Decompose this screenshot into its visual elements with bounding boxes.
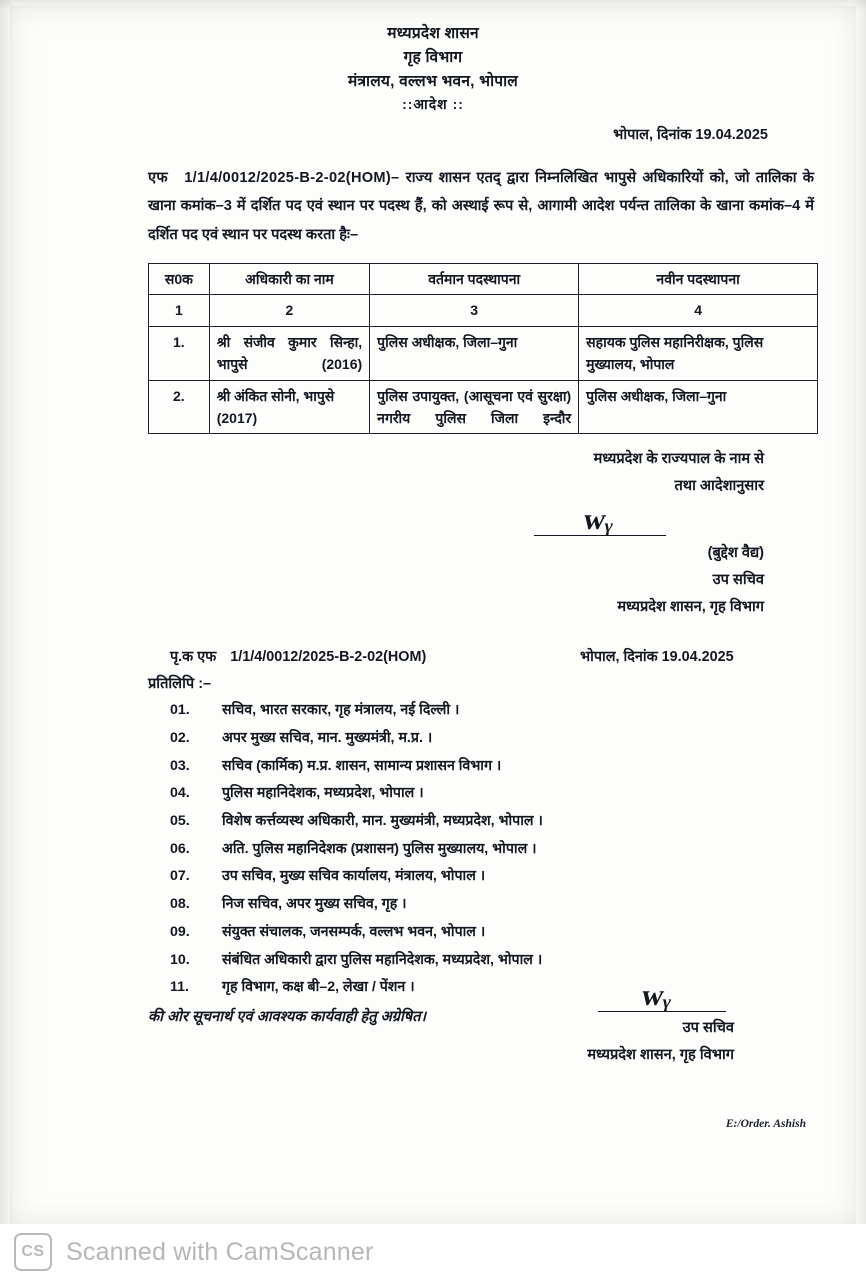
list-item [170, 919, 866, 947]
endorsement-prefix: पृ.क एफ [170, 649, 217, 666]
endorsement-header [0, 647, 866, 671]
table-column-number-row [149, 295, 818, 326]
list-item-number: 05. [170, 813, 190, 830]
signatory-department: मध्यप्रदेश शासन, गृह विभाग [617, 599, 764, 616]
list-item-text: अपर मुख्य सचिव, मान. मुख्यमंत्री, म.प्र. । [222, 730, 433, 747]
table-header-current: वर्तमान पदस्थापना [370, 264, 579, 295]
signatory-designation: उप सचिव [712, 572, 764, 589]
list-item-number: 01. [170, 702, 190, 719]
list-item-text: संबंधित अधिकारी द्वारा पुलिस महानिदेशक, मध्यप्रदेश, भोपाल । [222, 951, 543, 968]
list-item-number: 11. [170, 979, 189, 996]
table-colnum-1: 1 [149, 295, 210, 326]
row2-officer-name: श्री अंकित सोनी, भापुसे (2017) [209, 380, 369, 434]
list-item-number: 08. [170, 896, 190, 913]
list-item-text: विशेष कर्त्तव्यस्थ अधिकारी, मान. मुख्यमंत्री, मध्यप्रदेश, भोपाल । [222, 813, 543, 830]
camscanner-watermark [0, 1224, 866, 1280]
table-colnum-2: 2 [209, 295, 369, 326]
signature-block-primary [0, 446, 822, 621]
table-row [149, 380, 818, 434]
list-item [170, 891, 866, 919]
list-item-number: 09. [170, 923, 190, 940]
list-item [170, 725, 866, 753]
copy-label: प्रतिलिपि :– [148, 676, 212, 693]
document-header [0, 22, 866, 116]
table-header-new: नवीन पदस्थापना [579, 264, 818, 295]
camscanner-watermark-text: Scanned with CamScanner [66, 1237, 374, 1266]
list-item-number: 06. [170, 840, 190, 857]
list-item [170, 947, 866, 975]
list-item-number: 02. [170, 730, 190, 747]
row1-new-posting: सहायक पुलिस महानिरीक्षक, पुलिस मुख्यालय, भोपाल [579, 326, 818, 380]
signatory-name: (बुद्देश वैद्य) [707, 545, 764, 562]
list-item-text: अति. पुलिस महानिदेशक (प्रशासन) पुलिस मुख्यालय, भोपाल । [222, 840, 537, 857]
list-item-text: गृह विभाग, कक्ष बी–2, लेखा / पेंशन । [222, 979, 415, 996]
list-item [170, 753, 866, 781]
signature-authority-line2: तथा आदेशानुसार [674, 478, 764, 495]
order-ref-label: एफ [148, 169, 168, 186]
table-header-name: अधिकारी का नाम [209, 264, 369, 295]
table-row [149, 326, 818, 380]
header-department: गृह विभाग [403, 49, 463, 67]
list-item-number: 04. [170, 785, 190, 802]
row1-sn: 1. [149, 326, 210, 380]
endorsement-place-date: भोपाल, दिनांक 19.04.2025 [580, 649, 734, 666]
file-path-note: E:/Order. Ashish [725, 1118, 806, 1130]
order-paragraph [148, 164, 814, 249]
list-item-text: उप सचिव, मुख्य सचिव कार्यालय, मंत्रालय, भोपाल । [222, 868, 486, 885]
list-item-text: पुलिस महानिदेशक, मध्यप्रदेश, भोपाल । [222, 785, 424, 802]
row2-current-posting: पुलिस उपायुक्त, (आसूचना एवं सुरक्षा) नगरीय पुलिस जिला इन्दौर [370, 380, 579, 434]
handwritten-signature-icon: ᴡᵧ [639, 978, 675, 1012]
forwarding-note: की ओर सूचनार्थ एवं आवश्यक कार्यवाही हेतु अग्रेषित। [148, 1008, 427, 1025]
list-item-text: सचिव (कार्मिक) म.प्र. शासन, सामान्य प्रशासन विभाग । [222, 757, 502, 774]
order-ref-number: 1/1/4/0012/2025-B-2-02(HOM)– [184, 169, 400, 186]
list-item-number: 03. [170, 757, 190, 774]
row1-officer-name: श्री संजीव कुमार सिन्हा, भापुसे (2016) [209, 326, 369, 380]
list-item-text: निज सचिव, अपर मुख्य सचिव, गृह । [222, 896, 407, 913]
list-item [170, 836, 866, 864]
endorsement-ref [170, 647, 426, 666]
endorsement-ref-number: 1/1/4/0012/2025-B-2-02(HOM) [230, 649, 427, 666]
list-item [170, 780, 866, 808]
copy-distribution-list [0, 697, 866, 1002]
table-header-sn: स0क [149, 264, 210, 295]
table-colnum-4: 4 [579, 295, 818, 326]
header-order-label: ::आदेश :: [402, 96, 464, 113]
list-item-number: 07. [170, 868, 190, 885]
camscanner-logo-icon: CS [14, 1233, 52, 1271]
signature-authority-line1: मध्यप्रदेश के राज्यपाल के नाम से [593, 451, 764, 468]
row2-sn: 2. [149, 380, 210, 434]
list-item [170, 697, 866, 725]
signatory-designation: उप सचिव [682, 1020, 734, 1037]
header-place-date: भोपाल, दिनांक 19.04.2025 [613, 126, 768, 143]
header-address: मंत्रालय, वल्लभ भवन, भोपाल [347, 73, 519, 91]
row1-current-posting: पुलिस अधीक्षक, जिला–गुना [370, 326, 579, 380]
row2-new-posting: पुलिस अधीक्षक, जिला–गुना [579, 380, 818, 434]
handwritten-signature-icon: ᴡᵧ [581, 503, 617, 537]
list-item [170, 808, 866, 836]
table-colnum-3: 3 [370, 295, 579, 326]
list-item [170, 863, 866, 891]
list-item-number: 10. [170, 951, 190, 968]
signature-block-secondary [0, 978, 866, 1068]
order-body-text: राज्य शासन एतद् द्वारा निम्नलिखित भापुसे अधिकारियों को, जो तालिका के खाना कमांक–3 में दर्शित पद एवं स्थान पर पदस्थ हैं, को अस्थाई रूप से, आगामी आदेश पर्यन्त तालिका के खाना कमांक–4 में दर्शित पद एवं स्थान पर पदस्थ करता हैः– [148, 169, 814, 243]
table-header-row [149, 264, 818, 295]
posting-table [148, 263, 818, 434]
signatory-department: मध्यप्रदेश शासन, गृह विभाग [587, 1046, 734, 1063]
header-government: मध्यप्रदेश शासन [387, 25, 479, 42]
list-item-text: सचिव, भारत सरकार, गृह मंत्रालय, नई दिल्ली । [222, 702, 460, 719]
list-item-text: संयुक्त संचालक, जनसम्पर्क, वल्लभ भवन, भोपाल । [222, 923, 486, 940]
